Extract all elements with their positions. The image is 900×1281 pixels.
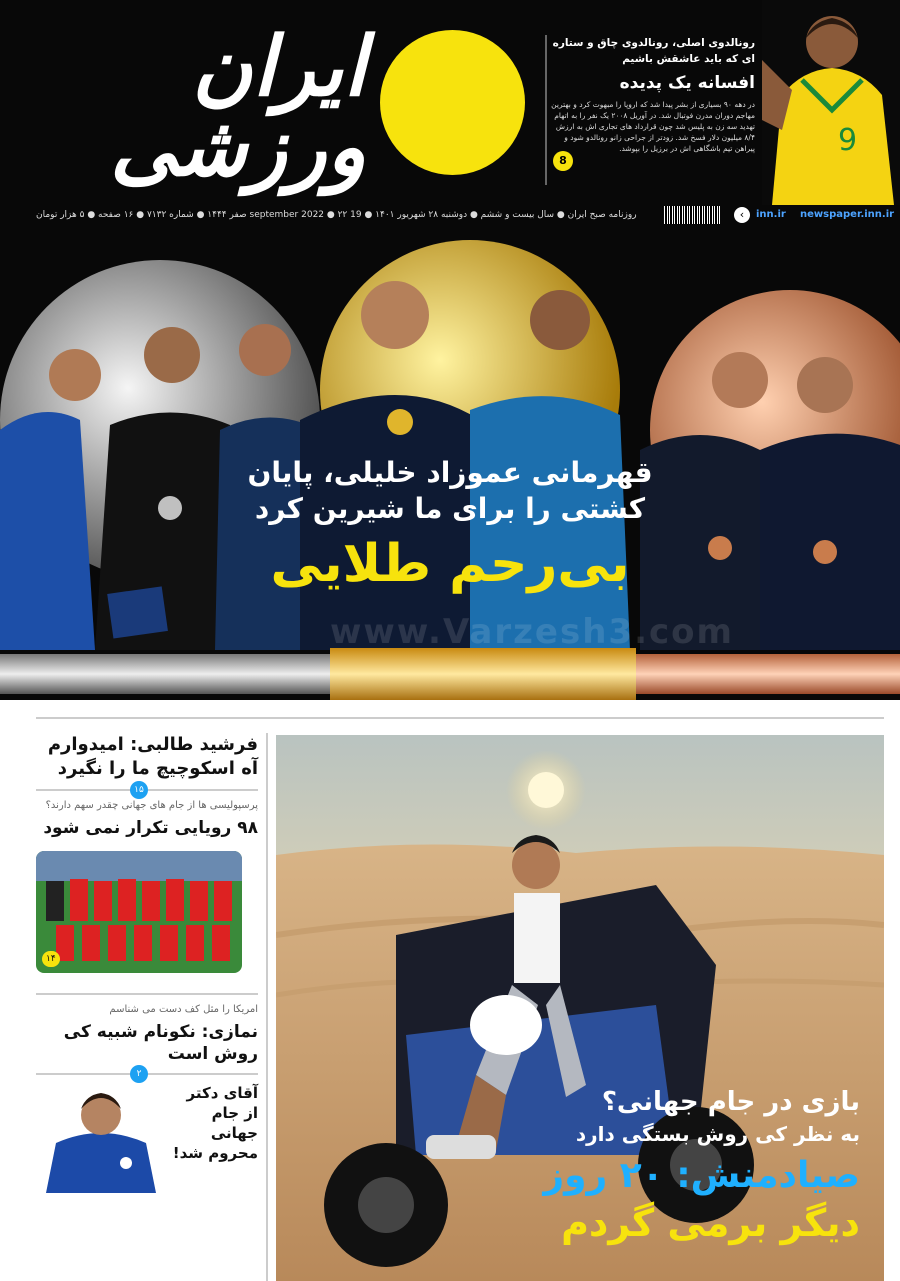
logo-line-1: ایران bbox=[192, 20, 366, 115]
divider bbox=[36, 1069, 258, 1079]
teaser-body: در دهه ۹۰ بسیاری از بشر پیدا شد که اروپا را مبهوت کرد و بهترین مهاجم دوران مدرن فوتبال شد. در آوریل ۲۰۰۸ یک نفر را به اتهام تهدید سه زن به پلیس شد چون قرارداد های تجاری اش به ارزش ۸/۴ میلیون دلار فسخ شد. زودتر از جراحی زانو رونالدو شود و پیراهن تیم باشگاهی اش در برزیل را بپوشد. bbox=[551, 100, 755, 153]
divider-top bbox=[36, 717, 884, 719]
story3-title[interactable]: نمازی: نکونام شبیه کی روش است bbox=[63, 1022, 258, 1064]
medal-color-strip bbox=[0, 648, 900, 700]
feature-line1: بازی در جام جهانی؟ bbox=[601, 1087, 860, 1117]
story2-title[interactable]: ۹۸ رویایی تکرار نمی شود bbox=[43, 818, 258, 838]
team-photo-image bbox=[36, 851, 242, 973]
site-link-short[interactable]: inn.ir bbox=[756, 209, 786, 220]
feature-story[interactable] bbox=[276, 735, 884, 1281]
masthead-logo[interactable] bbox=[36, 20, 366, 195]
teaser-kicker: رونالدوی اصلی، رونالدوی چاق و ستاره ای که باید عاشقش باشیم bbox=[552, 37, 755, 65]
info-bar bbox=[36, 206, 895, 226]
story4[interactable] bbox=[36, 1083, 258, 1193]
ronaldo-photo bbox=[762, 0, 900, 205]
story3-page-badge: ۲ bbox=[130, 1065, 148, 1083]
feature-line2: به نظر کی روش بستگی دارد bbox=[575, 1122, 860, 1146]
persepolis-team-photo[interactable] bbox=[36, 851, 242, 973]
story4-title: آقای دکتر از جام جهانی محروم شد! bbox=[172, 1084, 258, 1162]
arrow-icon: ‹ bbox=[734, 207, 750, 223]
divider bbox=[36, 993, 258, 995]
barcode bbox=[664, 206, 720, 224]
svg-text:9: 9 bbox=[838, 123, 858, 158]
logo-line-2: ورزشی bbox=[110, 100, 366, 195]
player-photo bbox=[36, 1083, 166, 1193]
story2-kicker: پرسپولیسی ها از جام های جهانی چقدر سهم دارند؟ bbox=[45, 800, 258, 811]
hero-headline-line2: کشتی را برای ما شیرین کرد bbox=[254, 492, 646, 525]
date-line: روزنامه صبح ایران ● سال بیست و ششم ● دوشنبه ۲۸ شهریور ۱۴۰۱ ● 19 september 2022 ● ۲۲ صفر ۱۴۴۴ ● شماره ۷۱۳۲ ● ۱۶ صفحه ● ۵ هزار تومان bbox=[36, 210, 637, 220]
feature-line4: دیگر برمی گردم bbox=[561, 1201, 860, 1245]
divider bbox=[36, 785, 258, 795]
column-divider bbox=[266, 733, 268, 1281]
hero-headline-big: بی‌رحم طلایی bbox=[270, 534, 630, 594]
teaser-title: افسانه یک پدیده bbox=[619, 73, 755, 93]
main-section bbox=[0, 705, 900, 1281]
watermark: www.Varzesh3.com bbox=[330, 612, 734, 652]
story3-kicker: امریکا را مثل کف دست می شناسم bbox=[109, 1004, 258, 1015]
yellow-circle-graphic bbox=[380, 30, 525, 175]
story1-page-badge: ۱۵ bbox=[130, 781, 148, 799]
site-link-long[interactable]: newspaper.inn.ir bbox=[800, 209, 895, 220]
teaser-page-badge: 8 bbox=[553, 151, 573, 171]
feature-headline bbox=[500, 1085, 860, 1247]
feature-line3: صیادمنش: ۲۰ روز bbox=[543, 1155, 860, 1196]
hero-headline-line1: قهرمانی عموزاد خلیلی، پایان bbox=[247, 456, 653, 489]
hero-headline bbox=[240, 455, 660, 595]
sidebar bbox=[36, 733, 258, 1193]
story2-page-badge: ۱۴ bbox=[42, 951, 60, 967]
teaser-ronaldo[interactable] bbox=[545, 35, 755, 185]
story1-title[interactable]: فرشید طالبی: امیدوارم آه اسکوچیچ ما را نگیرد bbox=[47, 734, 258, 779]
